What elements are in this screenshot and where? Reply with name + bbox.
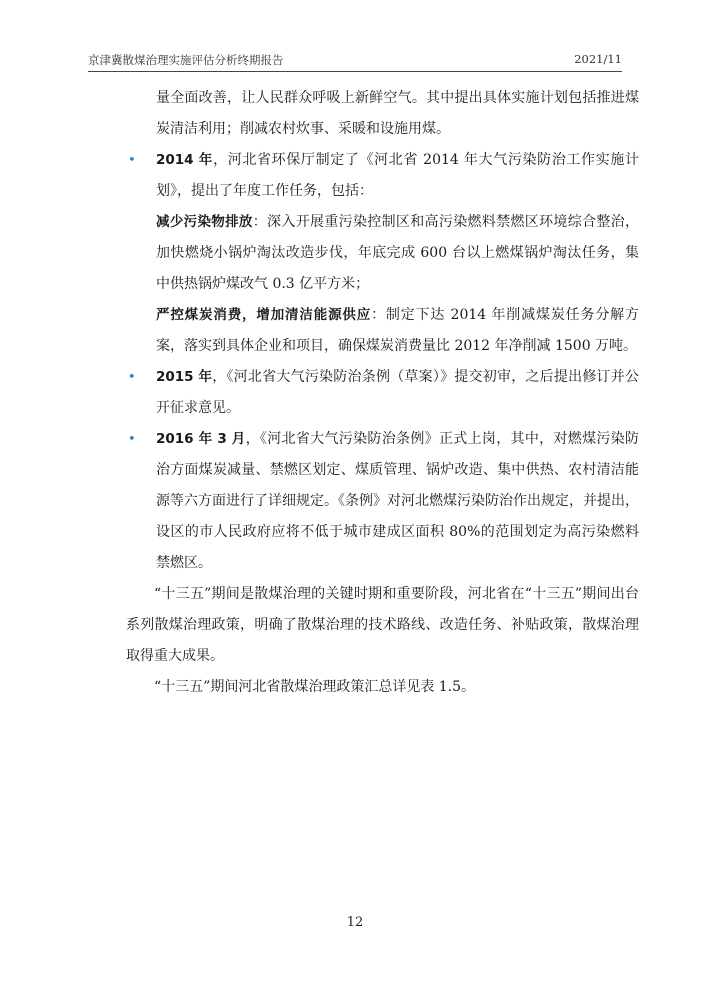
item-2015-year: 2015 年 bbox=[156, 369, 213, 385]
continued-text bbox=[126, 83, 639, 145]
item-2016-body: ，《河北省大气污染防治条例》正式上岗，其中，对燃煤污染防治方面煤炭减量、禁燃区划定、煤质管理、锅炉改造、集中供热、农村清洁能源等六方面进行了详细规定。《条例》对河北燃煤污染防治作出规定，并提出，设区的市人民政府应将不低于城市建成区面积 80%的范围划定为高污染燃料禁燃区。 bbox=[156, 431, 639, 571]
item-2015-body: ，《河北省大气污染防治条例（草案）》提交初审，之后提出修订并公开征求意见。 bbox=[156, 369, 640, 416]
item-2016-text bbox=[156, 424, 639, 579]
page-header bbox=[88, 52, 622, 70]
sub-item-2-sep: ， bbox=[242, 307, 257, 323]
item-2016-year: 2016 年 3 月 bbox=[156, 431, 246, 447]
page-number: 12 bbox=[346, 915, 364, 930]
header-title: 京津冀散煤治理实施评估分析终期报告 bbox=[88, 53, 284, 67]
bullet-icon: • bbox=[128, 432, 136, 447]
continued-paragraph: 量全面改善，让人民群众呼吸上新鲜空气。其中提出具体实施计划包括推进煤炭清洁利用；削减农村炊事、采暖和设施用煤。 bbox=[156, 90, 639, 137]
list-item-2015 bbox=[126, 362, 639, 424]
list-item-2016 bbox=[126, 424, 639, 579]
list-item-2014 bbox=[126, 145, 639, 207]
page-body bbox=[126, 83, 639, 703]
bullet-icon: • bbox=[128, 153, 136, 168]
item-2015-text bbox=[156, 362, 639, 424]
paragraph-table-ref bbox=[126, 672, 639, 703]
sub-item-2-label-b: 增加清洁能源供应 bbox=[256, 307, 372, 323]
paragraph-13th-five-year bbox=[126, 579, 639, 672]
paragraph-2: “十三五”期间河北省散煤治理政策汇总详见表 1.5。 bbox=[154, 679, 476, 695]
sub-item-reduce-emissions bbox=[126, 207, 639, 300]
header-date: 2021/11 bbox=[574, 52, 622, 66]
sub-item-2-label-a: 严控煤炭消费 bbox=[156, 307, 243, 323]
sub-item-1-text: ：深入开展重污染控制区和高污染燃料禁燃区环境综合整治，加快燃烧小锅炉淘汰改造步伐，年底完成 600 台以上燃煤锅炉淘汰任务，集中供热锅炉煤改气 0.3 亿平方米； bbox=[156, 214, 640, 292]
item-2014-year: 2014 年 bbox=[156, 152, 214, 168]
sub-item-2-text: ：制定下达 2014 年削减煤炭任务分解方案，落实到具体企业和项目，确保煤炭消费量比 2012 年净削减 1500 万吨。 bbox=[156, 307, 640, 354]
bullet-icon: • bbox=[128, 370, 136, 385]
sub-item-control-coal bbox=[126, 300, 639, 362]
item-2014-text bbox=[156, 145, 639, 207]
item-2014-body: ，河北省环保厅制定了《河北省 2014 年大气污染防治工作实施计划》，提出了年度工作任务，包括： bbox=[156, 152, 639, 199]
header-rule bbox=[88, 71, 622, 72]
sub-item-1-label: 减少污染物排放 bbox=[156, 214, 253, 230]
paragraph-1: “十三五”期间是散煤治理的关键时期和重要阶段，河北省在“十三五”期间出台系列散煤治理政策，明确了散煤治理的技术路线、改造任务、补贴政策，散煤治理取得重大成果。 bbox=[126, 586, 639, 664]
